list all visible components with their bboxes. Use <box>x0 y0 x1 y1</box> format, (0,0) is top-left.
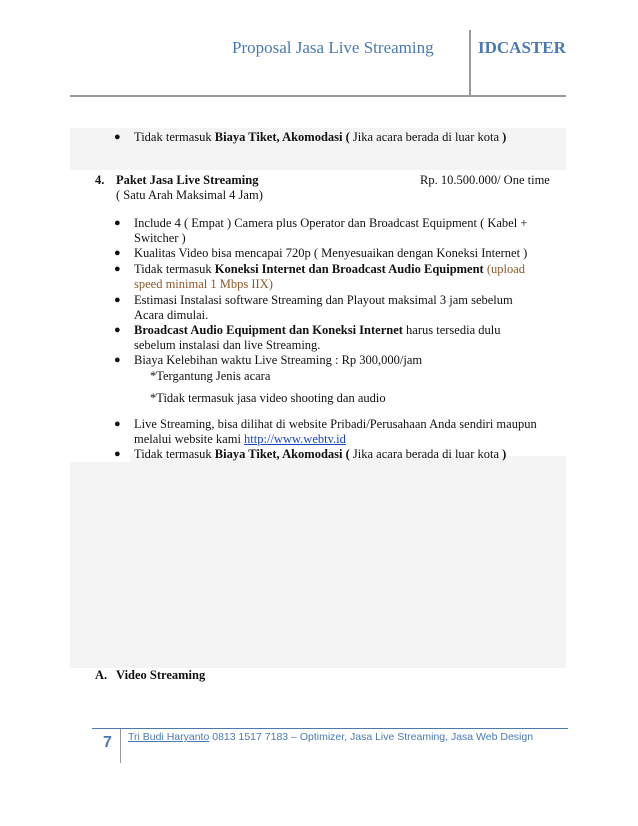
item-excludes-tickets: Tidak termasuk Biaya Tiket, Akomodasi ( Jika acara berada di luar kota ) <box>134 447 507 461</box>
header-brand: IDCASTER <box>478 38 566 57</box>
header-divider-vertical <box>469 30 471 96</box>
item-overtime-fee: Biaya Kelebihan waktu Live Streaming : Rp 300,000/jam <box>134 353 423 367</box>
package-price: Rp. 10.500.000/ One time <box>420 173 550 187</box>
bullet-icon: ● <box>114 294 121 306</box>
item-installation-estimate: Estimasi Instalasi software Streaming dan Playout maksimal 3 jam sebelum <box>134 293 513 307</box>
footer-divider-horizontal <box>92 728 568 729</box>
note-no-shooting: *Tidak termasuk jasa video shooting dan audio <box>150 391 386 405</box>
page-number: 7 <box>103 734 112 751</box>
package-subtitle: ( Satu Arah Maksimal 4 Jam) <box>116 188 263 202</box>
item-include-cameras: Include 4 ( Empat ) Camera plus Operator dan Broadcast Equipment ( Kabel + <box>134 216 528 230</box>
footer-divider-vertical <box>120 729 121 763</box>
bullet-icon: ● <box>114 131 121 143</box>
item-include-cameras-cont: Switcher ) <box>134 231 186 245</box>
item-viewable-website-cont: melalui website kami http://www.webtv.id <box>134 432 346 446</box>
item-equipment-required: Broadcast Audio Equipment dan Koneksi Internet harus tersedia dulu <box>134 323 501 337</box>
package-number: 4. <box>95 173 105 187</box>
item-video-quality: Kualitas Video bisa mencapai 720p ( Menyesuaikan dengan Koneksi Internet ) <box>134 246 528 260</box>
top-bullet-text: Tidak termasuk Biaya Tiket, Akomodasi ( Jika acara berada di luar kota ) <box>134 130 507 144</box>
section-label: A. <box>95 668 108 682</box>
header-divider-horizontal <box>70 95 566 97</box>
package-title: Paket Jasa Live Streaming <box>116 173 259 187</box>
bullet-icon: ● <box>114 263 121 275</box>
note-event-type: *Tergantung Jenis acara <box>150 369 271 383</box>
bullet-icon: ● <box>114 217 121 229</box>
bullet-icon: ● <box>114 354 121 366</box>
bullet-icon: ● <box>114 448 121 460</box>
bullet-icon: ● <box>114 247 121 259</box>
header-title: Proposal Jasa Live Streaming <box>232 38 434 57</box>
item-excludes-internet: Tidak termasuk Koneksi Internet dan Broadcast Audio Equipment (upload <box>134 262 526 276</box>
footer-text: Tri Budi Haryanto 0813 1517 7183 – Optimizer, Jasa Live Streaming, Jasa Web Design <box>128 731 534 743</box>
item-installation-estimate-cont: Acara dimulai. <box>134 308 209 322</box>
bullet-icon: ● <box>114 324 121 336</box>
section-title: Video Streaming <box>116 668 206 682</box>
item-equipment-required-cont: sebelum instalasi dan live Streaming. <box>134 338 321 352</box>
item-excludes-internet-cont: speed minimal 1 Mbps IIX) <box>134 277 273 291</box>
webtv-link[interactable]: http://www.webtv.id <box>244 432 346 446</box>
footer-author-link[interactable]: Tri Budi Haryanto <box>128 731 210 743</box>
bullet-icon: ● <box>114 418 121 430</box>
item-viewable-website: Live Streaming, bisa dilihat di website Pribadi/Perusahaan Anda sendiri maupun <box>134 417 537 431</box>
shaded-region-bottom <box>70 462 566 668</box>
